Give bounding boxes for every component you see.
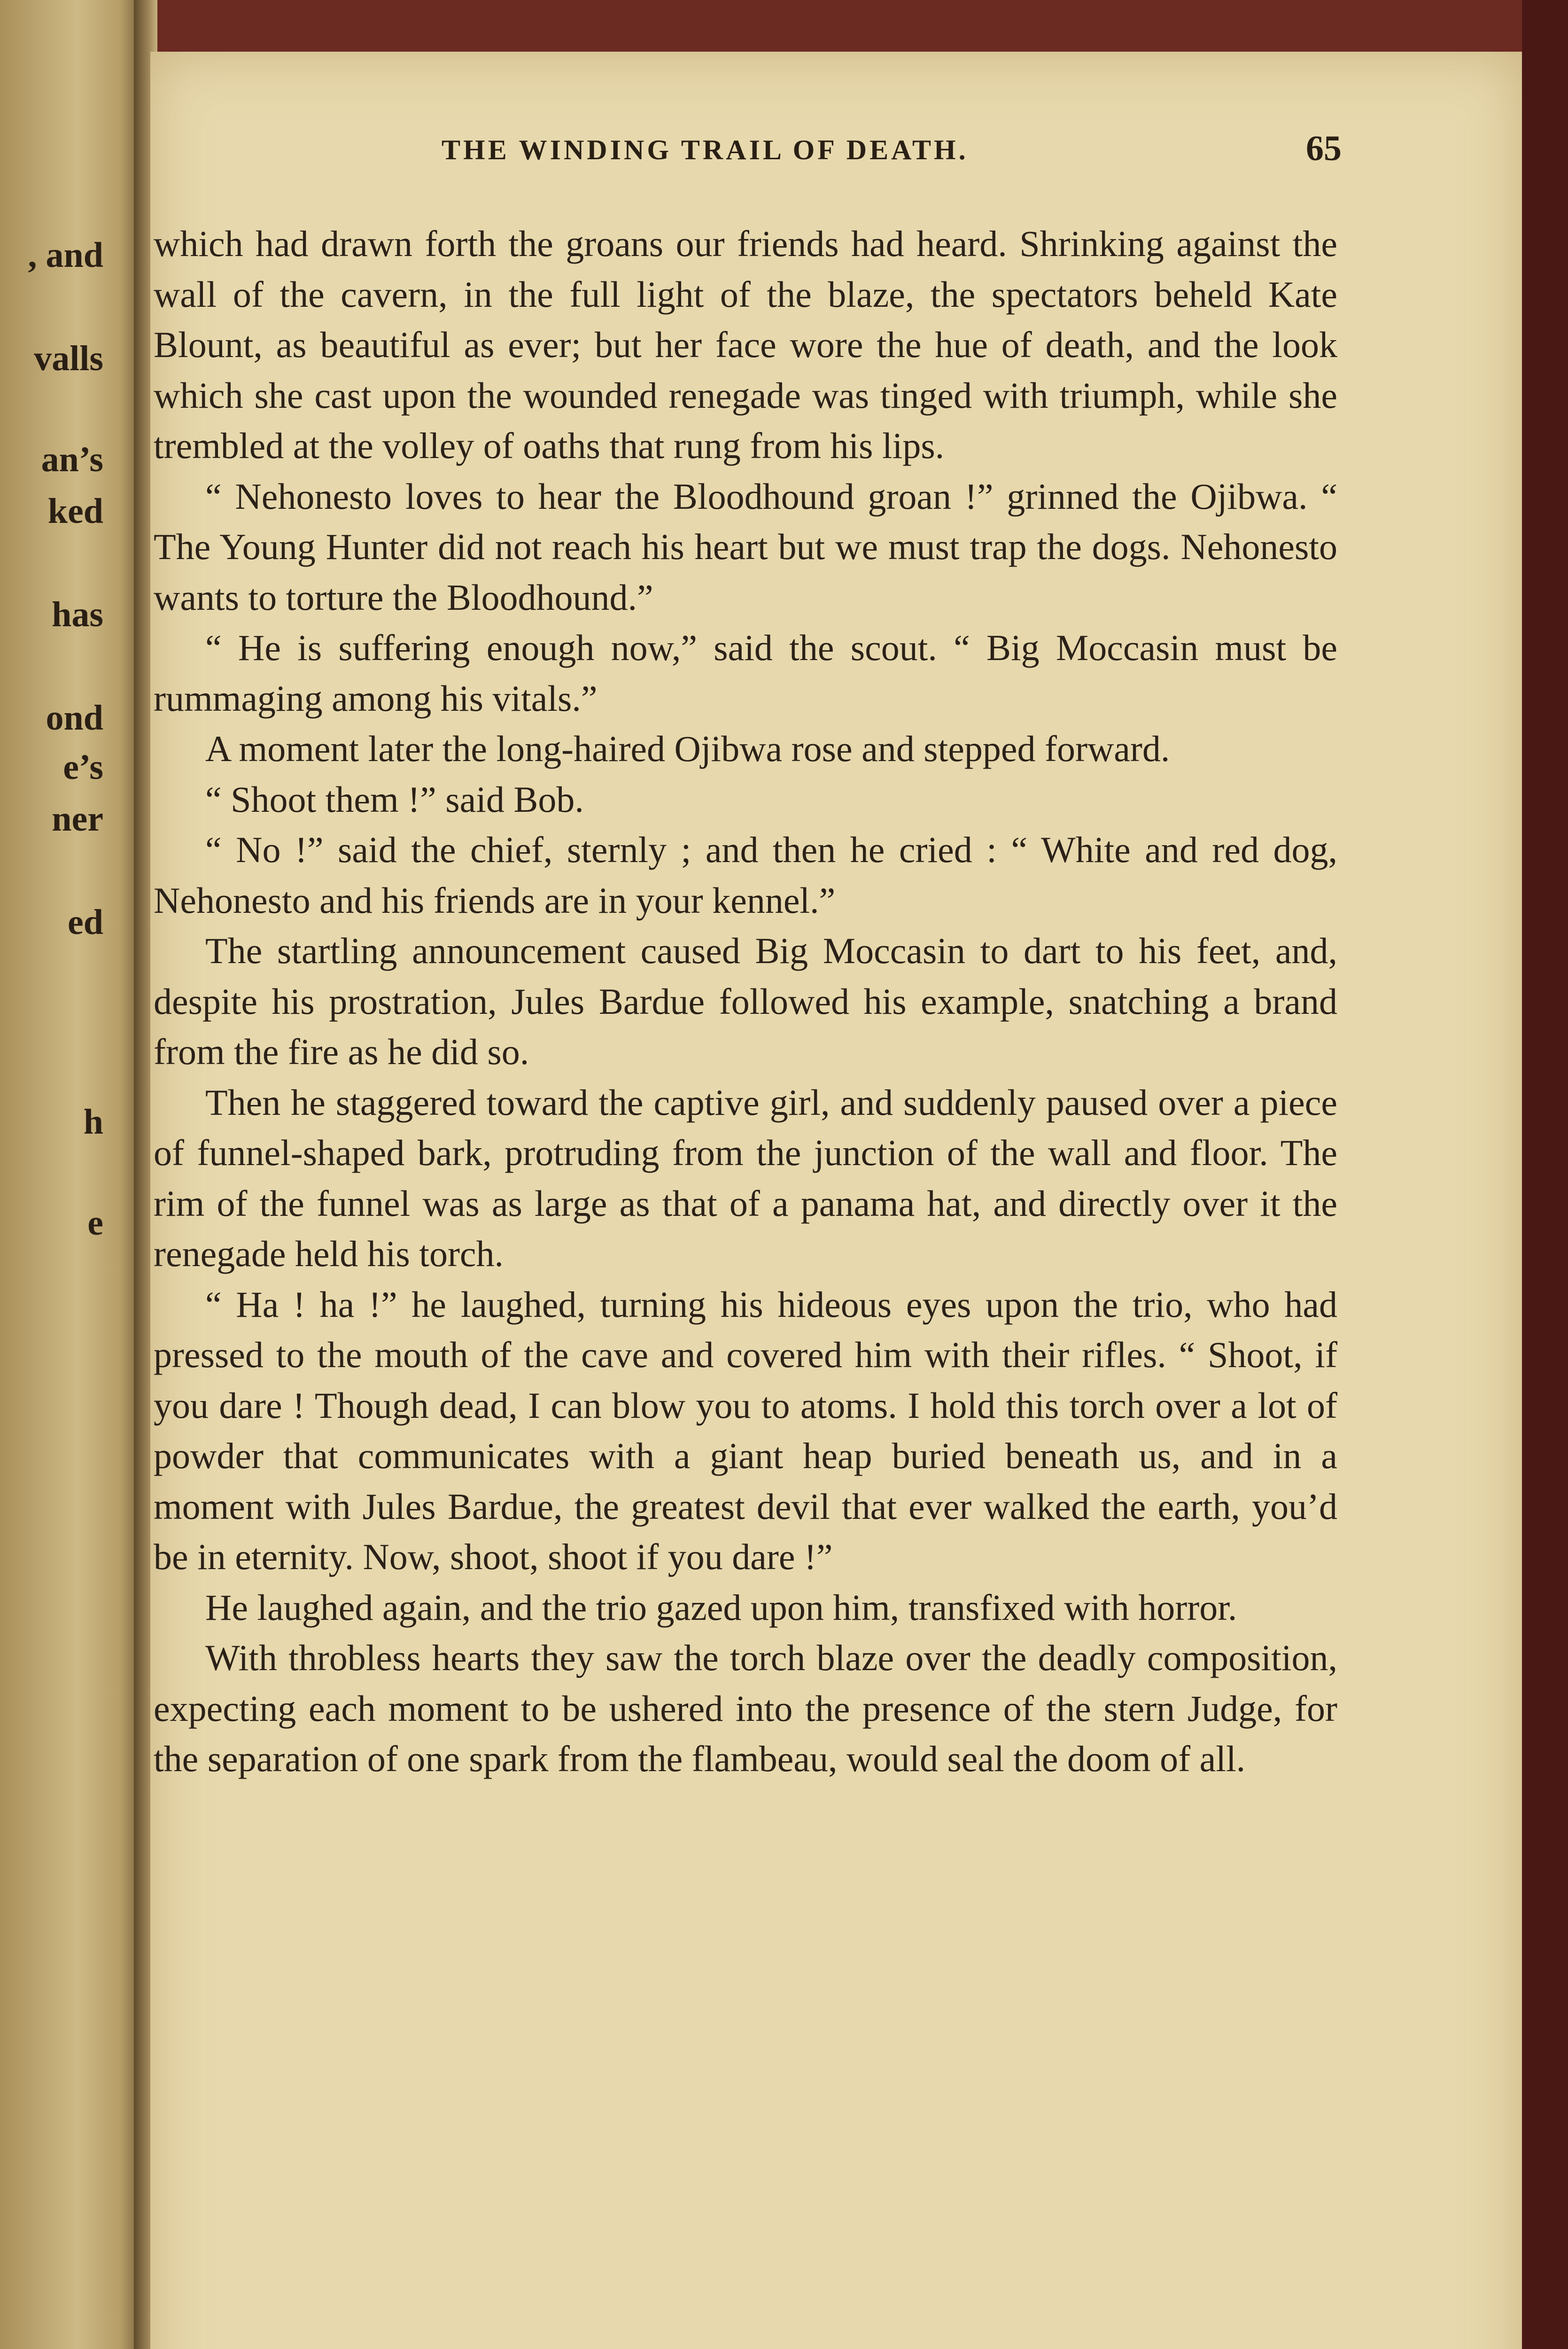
- previous-page-fragment: , and: [28, 235, 103, 275]
- previous-page-fragment: ner: [52, 799, 103, 839]
- previous-page-edge: [0, 0, 141, 2349]
- book-page: [150, 52, 1522, 2349]
- page-header: [150, 129, 1522, 181]
- previous-page-fragment: e’s: [63, 747, 103, 787]
- paragraph: He laughed again, and the trio gazed upon him, transfixed with horror.: [205, 1587, 1237, 1628]
- previous-page-fragment: ond: [46, 698, 103, 738]
- previous-page-fragment: an’s: [41, 440, 103, 479]
- book-cover-edge: [1522, 0, 1568, 2349]
- page-number: 65: [1306, 129, 1342, 168]
- previous-page-fragment: ed: [68, 902, 103, 942]
- previous-page-fragment: h: [83, 1102, 103, 1142]
- paragraph: A moment later the long-haired Ojibwa rose and stepped forward.: [205, 728, 1170, 769]
- previous-page-fragment: valls: [34, 339, 103, 378]
- body-text: [154, 218, 1337, 1784]
- paragraph: “ Ha ! ha !” he laughed, turning his hideous eyes upon the trio, who had pressed to the mouth of the cave and covered him with their rifles. “ Shoot, if you dare ! Though dead, I can blow you to atoms. I hold this torch over a lot of powder that communicates with a giant heap buried beneath us, and in a moment with Jules Bardue, the greatest devil that ever walked the earth, you’d be in eternity. Now, shoot, shoot if you dare !”: [154, 1283, 1337, 1577]
- paragraph: With throbless hearts they saw the torch blaze over the deadly composition, expecting each moment to be ushered into the presence of the stern Judge, for the separation of one spark from the flambeau, would seal the doom of all.: [154, 1637, 1337, 1779]
- previous-page-fragment: has: [52, 595, 103, 634]
- paragraph: Then he staggered toward the captive girl, and suddenly paused over a piece of funnel-shaped bark, protruding from the junction of the wall and floor. The rim of the funnel was as large as that of a panama hat, and directly over it the renegade held his torch.: [154, 1081, 1337, 1274]
- previous-page-fragment: ked: [47, 491, 103, 531]
- running-title: THE WINDING TRAIL OF DEATH.: [442, 134, 969, 165]
- paragraph: “ Nehonesto loves to hear the Bloodhound groan !” grinned the Ojibwa. “ The Young Hunter did not reach his heart but we must trap the dogs. Nehonesto wants to torture the Bloodhound.”: [154, 475, 1337, 618]
- paragraph: “ He is suffering enough now,” said the scout. “ Big Moccasin must be rummaging among his vitals.”: [154, 627, 1337, 719]
- paragraph: “ No !” said the chief, sternly ; and then he cried : “ White and red dog, Nehonesto and his friends are in your kennel.”: [154, 829, 1337, 921]
- paragraph: which had drawn forth the groans our friends had heard. Shrinking against the wall of the cavern, in the full light of the blaze, the spectators beheld Kate Blount, as beautiful as ever; but her face wore the hue of death, and the look which she cast upon the wounded renegade was tinged with triumph, while she trembled at the volley of oaths that rung from his lips.: [154, 223, 1337, 466]
- paragraph: “ Shoot them !” said Bob.: [205, 778, 584, 820]
- previous-page-fragment: e: [87, 1203, 103, 1243]
- paragraph: The startling announcement caused Big Moccasin to dart to his feet, and, despite his prostration, Jules Bardue followed his example, snatching a brand from the fire as he did so.: [154, 930, 1337, 1072]
